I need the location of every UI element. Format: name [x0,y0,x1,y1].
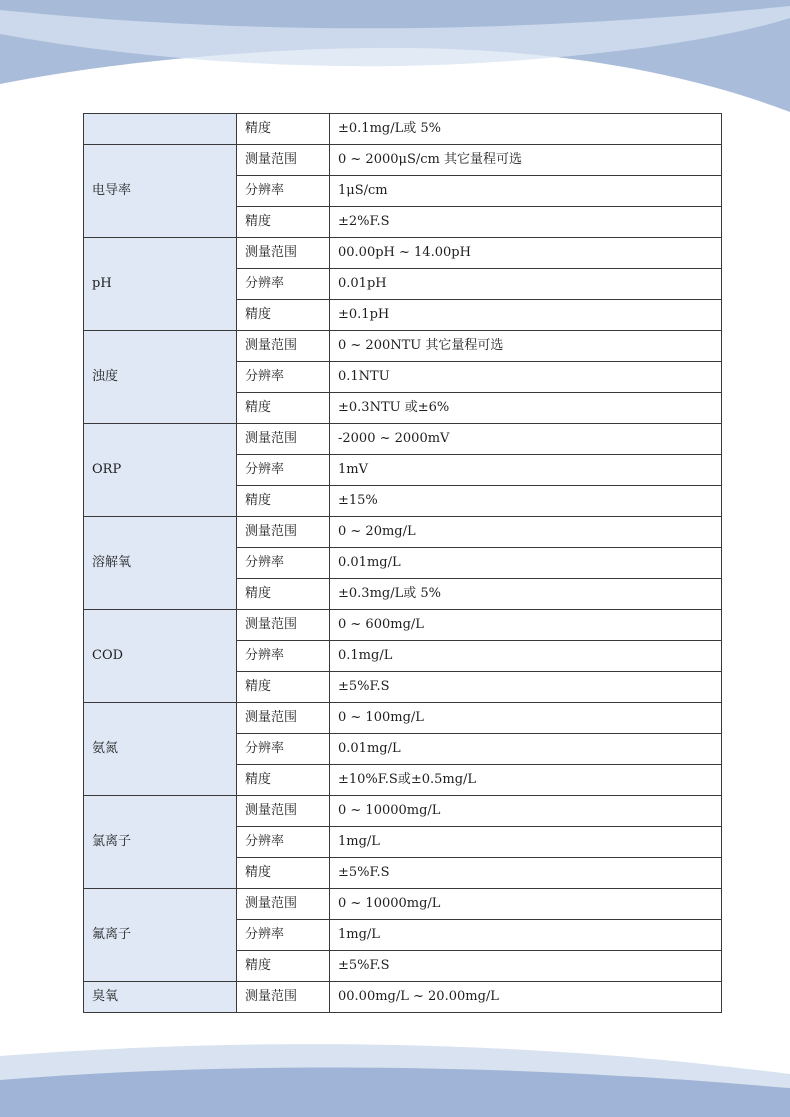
param-value-cell: 0.1NTU [330,362,722,393]
param-label-cell: 分辨率 [237,455,330,486]
table-row [84,610,722,641]
param-value-cell: ±0.3mg/L或 5% [330,579,722,610]
param-value-cell: 1mg/L [330,827,722,858]
param-value-cell: 1μS/cm [330,176,722,207]
group-name-cell: 臭氧 [84,982,237,1013]
param-label-cell: 分辨率 [237,920,330,951]
param-label-cell: 测量范围 [237,703,330,734]
param-value-cell: 0.01mg/L [330,734,722,765]
footer-wave-decoration [0,1030,790,1117]
param-label-cell: 精度 [237,300,330,331]
param-label-cell: 精度 [237,951,330,982]
spec-table [83,113,722,1013]
param-label-cell: 测量范围 [237,238,330,269]
group-name-cell: 溶解氧 [84,517,237,610]
param-label-cell: 精度 [237,672,330,703]
param-value-cell: ±5%F.S [330,951,722,982]
table-row [84,238,722,269]
param-value-cell: 0 ~ 200NTU 其它量程可选 [330,331,722,362]
param-label-cell: 分辨率 [237,734,330,765]
param-value-cell: 1mg/L [330,920,722,951]
param-label-cell: 分辨率 [237,176,330,207]
param-label-cell: 精度 [237,114,330,145]
param-value-cell: 0 ~ 10000mg/L [330,889,722,920]
group-name-cell: 氨氮 [84,703,237,796]
param-label-cell: 精度 [237,393,330,424]
param-value-cell: 0 ~ 100mg/L [330,703,722,734]
param-label-cell: 测量范围 [237,145,330,176]
param-value-cell: ±0.1mg/L或 5% [330,114,722,145]
param-label-cell: 分辨率 [237,827,330,858]
group-name-cell: COD [84,610,237,703]
param-label-cell: 精度 [237,579,330,610]
param-label-cell: 精度 [237,486,330,517]
table-row [84,889,722,920]
param-value-cell: 00.00pH ~ 14.00pH [330,238,722,269]
param-value-cell: ±0.3NTU 或±6% [330,393,722,424]
table-row [84,114,722,145]
group-name-cell: pH [84,238,237,331]
param-value-cell: 0 ~ 2000μS/cm 其它量程可选 [330,145,722,176]
header-wave-decoration [0,0,790,120]
group-name-cell: 氟离子 [84,889,237,982]
param-label-cell: 分辨率 [237,548,330,579]
group-name-cell: ORP [84,424,237,517]
param-value-cell: 0 ~ 600mg/L [330,610,722,641]
spec-table-body [84,114,722,1013]
param-label-cell: 测量范围 [237,889,330,920]
group-name-cell: 电导率 [84,145,237,238]
table-row [84,703,722,734]
param-label-cell: 精度 [237,765,330,796]
param-value-cell: 0 ~ 20mg/L [330,517,722,548]
param-value-cell: ±15% [330,486,722,517]
param-label-cell: 精度 [237,858,330,889]
param-value-cell: -2000 ~ 2000mV [330,424,722,455]
param-label-cell: 测量范围 [237,424,330,455]
param-label-cell: 测量范围 [237,982,330,1013]
param-value-cell: 0 ~ 10000mg/L [330,796,722,827]
param-value-cell: 0.1mg/L [330,641,722,672]
param-label-cell: 测量范围 [237,331,330,362]
param-value-cell: ±5%F.S [330,858,722,889]
param-value-cell: ±5%F.S [330,672,722,703]
param-label-cell: 测量范围 [237,796,330,827]
table-row [84,796,722,827]
param-value-cell: 0.01mg/L [330,548,722,579]
table-row [84,517,722,548]
param-value-cell: ±2%F.S [330,207,722,238]
param-value-cell: ±10%F.S或±0.5mg/L [330,765,722,796]
param-value-cell: ±0.1pH [330,300,722,331]
table-row [84,145,722,176]
param-label-cell: 精度 [237,207,330,238]
param-label-cell: 测量范围 [237,517,330,548]
group-name-cell [84,114,237,145]
param-label-cell: 测量范围 [237,610,330,641]
param-value-cell: 00.00mg/L ~ 20.00mg/L [330,982,722,1013]
param-value-cell: 0.01pH [330,269,722,300]
group-name-cell: 氯离子 [84,796,237,889]
param-label-cell: 分辨率 [237,362,330,393]
table-row [84,982,722,1013]
param-label-cell: 分辨率 [237,641,330,672]
group-name-cell: 浊度 [84,331,237,424]
param-label-cell: 分辨率 [237,269,330,300]
table-row [84,424,722,455]
param-value-cell: 1mV [330,455,722,486]
table-row [84,331,722,362]
